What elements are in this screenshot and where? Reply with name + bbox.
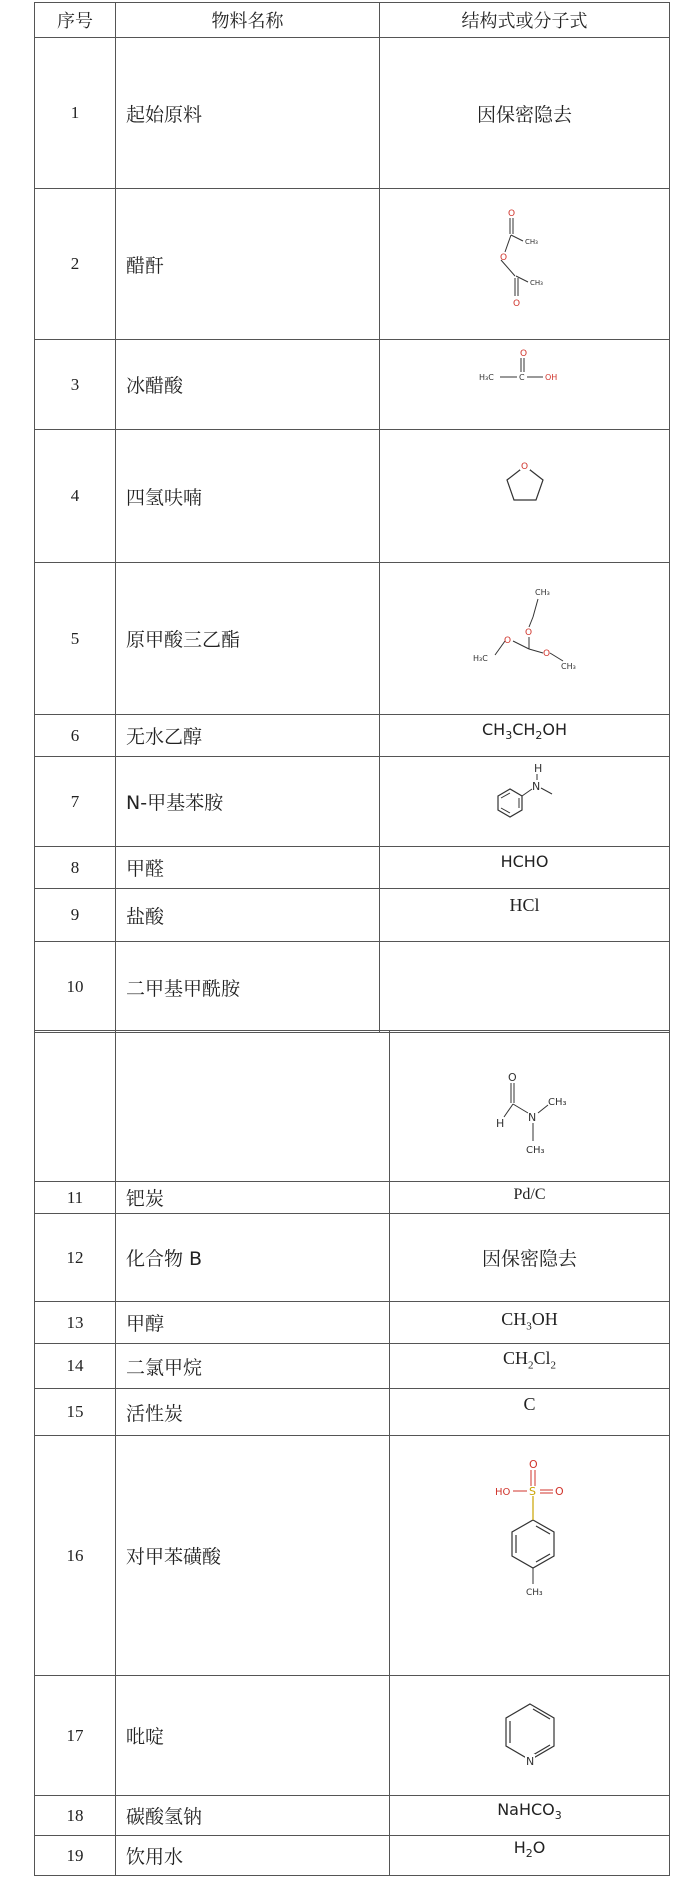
materials-table-part-2 [34, 1030, 670, 1876]
row-name: 碳酸氢钠 [116, 1796, 390, 1836]
nitrogen-atom: N [527, 1111, 536, 1124]
row-name: 对甲苯磺酸 [116, 1436, 390, 1676]
svg-text:C: C [518, 372, 525, 382]
methyl-group: CH₃ [524, 238, 538, 246]
triethyl-orthoformate-structure [455, 579, 595, 699]
p-toluenesulfonic-acid-structure [460, 1438, 600, 1638]
row-no: 7 [35, 757, 116, 847]
sulfur-atom: S [528, 1484, 536, 1498]
methanol-formula: $CH_3OH$ [501, 1308, 558, 1333]
oxygen-atom: O [507, 209, 515, 219]
hydroxyl-group: OH [544, 372, 557, 382]
methyl-group: H₃C [478, 372, 494, 382]
oxygen-atom: O [503, 635, 511, 646]
row-structure: 因保密隐去 [476, 103, 572, 126]
oxygen-atom: O [520, 462, 528, 472]
oxygen-atom: O [528, 1457, 538, 1471]
table-row [35, 563, 670, 715]
methyl-group: CH₃ [525, 1145, 545, 1156]
ethanol-formula: $CH_3CH_2OH$ [481, 720, 568, 743]
row-structure: 因保密隐去 [481, 1248, 577, 1270]
row-name: 活性炭 [116, 1389, 390, 1436]
table-row [35, 1836, 670, 1876]
row-no: 5 [35, 563, 116, 715]
row-name: 化合物 B [116, 1214, 390, 1302]
row-no: 14 [35, 1344, 116, 1389]
hcl-formula: HCl [509, 894, 540, 915]
n-methylaniline-structure [470, 762, 580, 842]
row-name: 无水乙醇 [116, 715, 380, 757]
table-row [35, 889, 670, 942]
methyl-group: CH₃ [547, 1097, 567, 1108]
methyl-group: CH₃ [529, 279, 543, 287]
thf-structure [485, 436, 565, 536]
row-no: 12 [35, 1214, 116, 1302]
row-name: 甲醇 [116, 1302, 390, 1344]
materials-table-part-1 [34, 2, 670, 1033]
table-row [35, 1389, 670, 1436]
row-name: 醋酐 [116, 189, 380, 340]
row-name: 甲醛 [116, 847, 380, 889]
table-row [35, 189, 670, 340]
dcm-formula: $CH_2Cl_2$ [502, 1348, 557, 1372]
formaldehyde-formula: HCHO [500, 852, 549, 871]
table-row [35, 1031, 670, 1182]
table-row [35, 38, 670, 189]
row-name: 饮用水 [116, 1836, 390, 1876]
row-name: 二甲基甲酰胺 [116, 942, 380, 1033]
oxygen-atom: O [554, 1484, 564, 1498]
nitrogen-atom: N [531, 779, 540, 793]
header-no: 序号 [35, 3, 116, 38]
acetic-acid-structure [465, 346, 585, 396]
nitrogen-atom: N [525, 1754, 534, 1768]
table-row [35, 340, 670, 430]
row-no: 1 [35, 38, 116, 189]
row-name: 起始原料 [116, 38, 380, 189]
row-name: 原甲酸三乙酯 [116, 563, 380, 715]
table-row [35, 1676, 670, 1796]
row-no: 3 [35, 340, 116, 430]
row-name: 四氢呋喃 [116, 430, 380, 563]
oxygen-atom: O [542, 648, 550, 659]
row-name: N-甲基苯胺 [116, 757, 380, 847]
table-row [35, 1344, 670, 1389]
methyl-group: H₃C [472, 653, 488, 663]
hydrogen-atom: H [533, 761, 542, 775]
row-no: 8 [35, 847, 116, 889]
row-no: 6 [35, 715, 116, 757]
table-row [35, 847, 670, 889]
carbon-formula: C [523, 1393, 536, 1414]
row-name: 盐酸 [116, 889, 380, 942]
row-name: 吡啶 [116, 1676, 390, 1796]
row-no: 13 [35, 1302, 116, 1344]
row-no: 19 [35, 1836, 116, 1876]
row-no: 9 [35, 889, 116, 942]
water-formula: $H_2O$ [513, 1838, 546, 1861]
header-name: 物料名称 [116, 3, 380, 38]
row-name: 钯炭 [116, 1182, 390, 1214]
table-row [35, 1182, 670, 1214]
table-row [35, 1436, 670, 1676]
oxygen-atom: O [519, 348, 527, 359]
oxygen-atom: O [512, 299, 520, 309]
acetic-anhydride-structure [465, 204, 585, 324]
row-no: 17 [35, 1676, 116, 1796]
oxygen-atom: O [507, 1071, 517, 1084]
pdc-formula: Pd/C [513, 1185, 546, 1203]
row-name: 冰醋酸 [116, 340, 380, 430]
row-no: 10 [35, 942, 116, 1033]
hydroxyl-group: HO [494, 1486, 510, 1498]
oxygen-atom: O [524, 627, 532, 638]
row-name: 二氯甲烷 [116, 1344, 390, 1389]
methyl-group: CH₃ [534, 587, 550, 597]
header-structure: 结构式或分子式 [380, 3, 670, 38]
table-header-row [35, 3, 670, 38]
table-row [35, 942, 670, 1033]
table-row [35, 1302, 670, 1344]
row-no: 18 [35, 1796, 116, 1836]
methyl-group: CH₃ [560, 661, 576, 671]
table-row [35, 1796, 670, 1836]
sodium-bicarbonate-formula: NaHCO$_3$ [497, 1800, 562, 1823]
pyridine-structure [480, 1686, 580, 1786]
dmf-structure [470, 1041, 590, 1171]
oxygen-atom: O [499, 253, 507, 263]
row-no: 16 [35, 1436, 116, 1676]
row-no: 2 [35, 189, 116, 340]
row-no: 4 [35, 430, 116, 563]
table-row [35, 1214, 670, 1302]
row-no: 15 [35, 1389, 116, 1436]
methyl-group: CH₃ [525, 1587, 543, 1598]
table-row [35, 757, 670, 847]
row-no: 11 [35, 1182, 116, 1214]
table-row [35, 715, 670, 757]
hydrogen-atom: H [495, 1117, 504, 1130]
table-row [35, 430, 670, 563]
